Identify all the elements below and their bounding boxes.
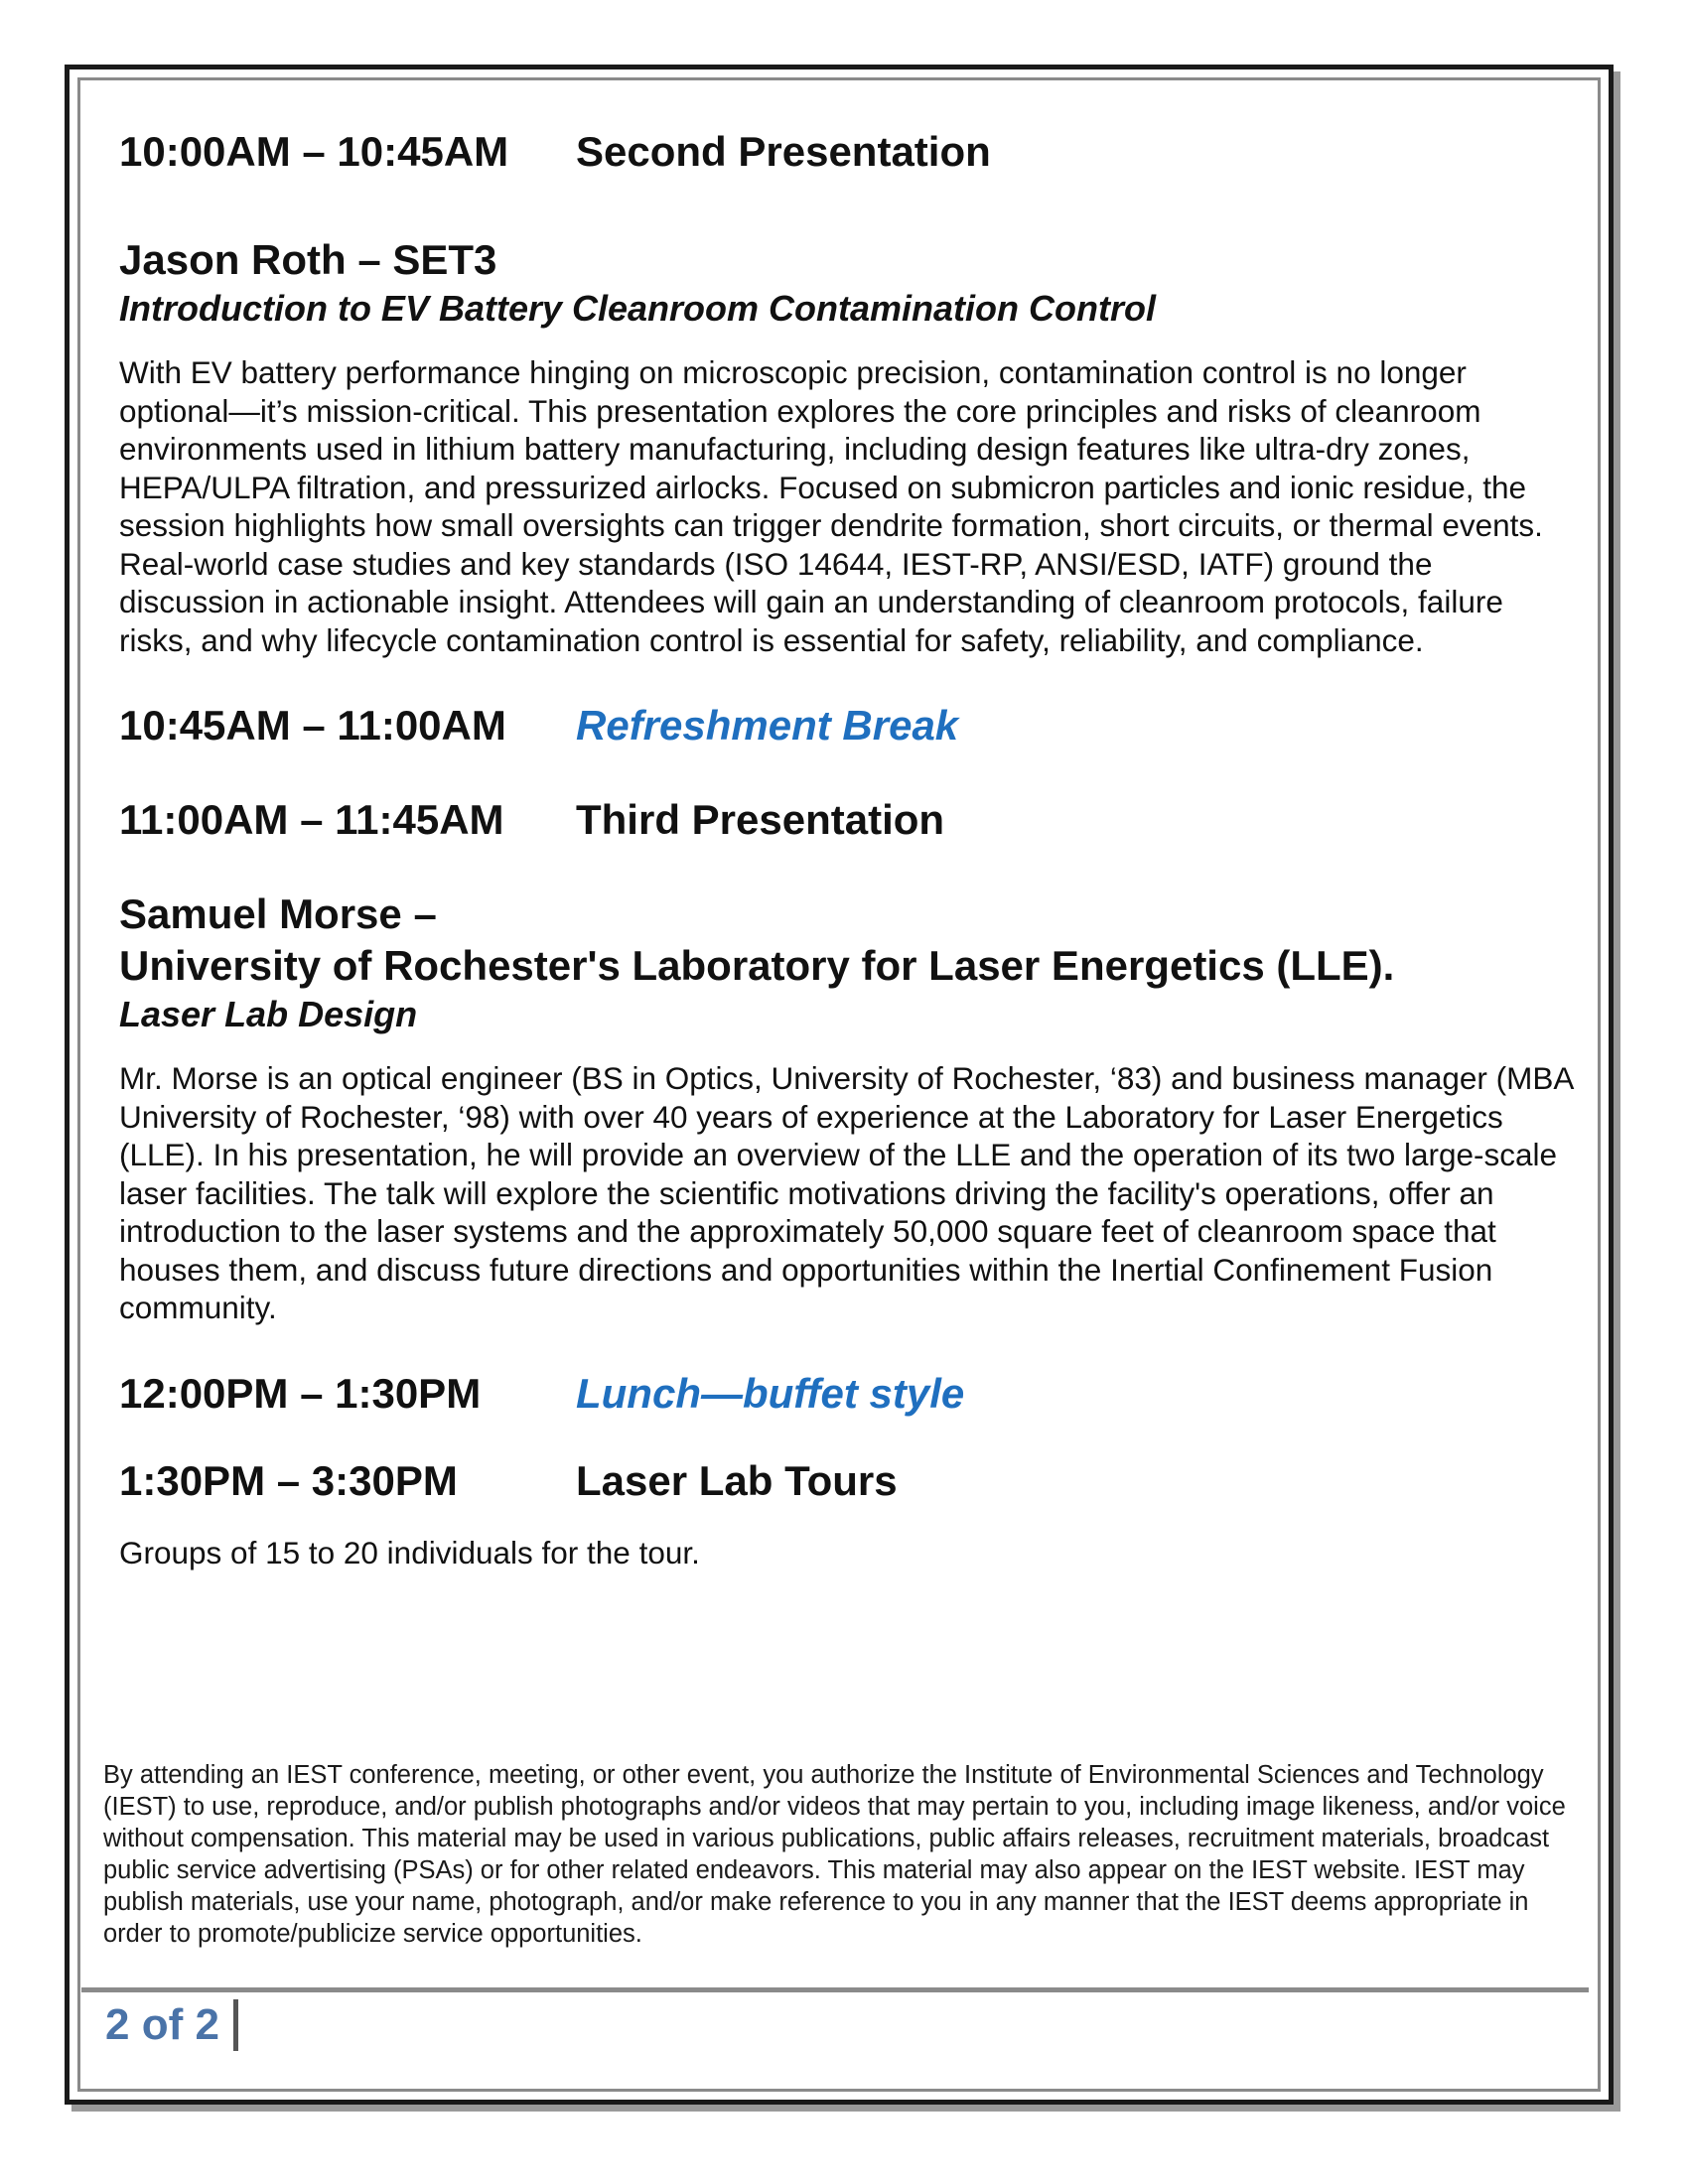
- page-number-separator: [233, 1999, 238, 2051]
- agenda-item-third-presentation: [119, 795, 1579, 845]
- footer-divider: [81, 1987, 1589, 1992]
- frame-shadow-bottom: [71, 2105, 1620, 2112]
- agenda-title: Second Presentation: [576, 128, 991, 175]
- agenda-time: 10:45AM – 11:00AM: [119, 702, 506, 750]
- agenda-time: 12:00PM – 1:30PM: [119, 1369, 482, 1417]
- agenda-item-lab-tours: [119, 1456, 1579, 1506]
- agenda-title: Lunch—buffet style: [576, 1369, 965, 1417]
- page-number: 2 of 2: [105, 2000, 219, 2049]
- frame-shadow-right: [1614, 71, 1620, 2110]
- agenda-title: Refreshment Break: [576, 702, 959, 750]
- agenda-time: 10:00AM – 10:45AM: [119, 128, 509, 175]
- agenda-title: Third Presentation: [576, 795, 945, 843]
- agenda-time: 1:30PM – 3:30PM: [119, 1457, 458, 1505]
- agenda-time: 11:00AM – 11:45AM: [119, 795, 504, 843]
- talk-abstract: Mr. Morse is an optical engineer (BS in Optics, University of Rochester, ‘83) and business manager (MBA University of Rochester, ‘98) with over 40 years of experience at the Laboratory for Laser Energetics (LLE). In his presentation, he will provide an overview of the LLE and the operation of its two large-scale laser facilities. The talk will explore the scientific motivations driving the facility's operations, offer an introduction to the laser systems and the approximately 50,000 square feet of cleanroom space that houses them, and discuss future directions and opportunities within the Inertial Confinement Fusion community.: [119, 1060, 1573, 1326]
- talk-title: Introduction to EV Battery Cleanroom Contamination Control: [119, 288, 1156, 330]
- agenda-item-lunch: [119, 1369, 1579, 1419]
- media-release-disclaimer: By attending an IEST conference, meeting, or other event, you authorize the Institute of Environmental Sciences and Technology (IEST) to use, reproduce, and/or publish photographs and/or videos that may pertain to you, including image likeness, and/or voice without compensation. This material may be used in various publications, public affairs releases, recruitment materials, broadcast public service advertising (PSAs) or for other related endeavors. This material may also appear on the IEST website. IEST may publish materials, use your name, photograph, and/or make reference to you in any manner that the IEST deems appropriate in order to promote/publicize service opportunities.: [103, 1761, 1566, 1948]
- agenda-content: [119, 127, 1579, 1572]
- agenda-item-second-presentation: [119, 127, 1579, 177]
- speaker-name: Jason Roth – SET3: [119, 236, 497, 284]
- speaker-affiliation: University of Rochester's Laboratory for Laser Energetics (LLE).: [119, 942, 1395, 990]
- talk-title: Laser Lab Design: [119, 994, 418, 1035]
- agenda-item-refreshment-break: [119, 701, 1579, 751]
- tour-note: Groups of 15 to 20 individuals for the tour.: [119, 1535, 700, 1571]
- speaker-name: Samuel Morse –: [119, 890, 437, 938]
- agenda-title: Laser Lab Tours: [576, 1457, 898, 1505]
- talk-abstract: With EV battery performance hinging on microscopic precision, contamination control is no longer optional—it’s mission-critical. This presentation explores the core principles and risks of cleanroom environments used in lithium battery manufacturing, including design features like ultra-dry zones, HEPA/ULPA filtration, and pressurized airlocks. Focused on submicron particles and ionic residue, the session highlights how small oversights can trigger dendrite formation, short circuits, or thermal events. Real-world case studies and key standards (ISO 14644, IEST-RP, ANSI/ESD, IATF) ground the discussion in actionable insight. Attendees will gain an understanding of cleanroom protocols, failure risks, and why lifecycle contamination control is essential for safety, reliability, and compliance.: [119, 354, 1543, 658]
